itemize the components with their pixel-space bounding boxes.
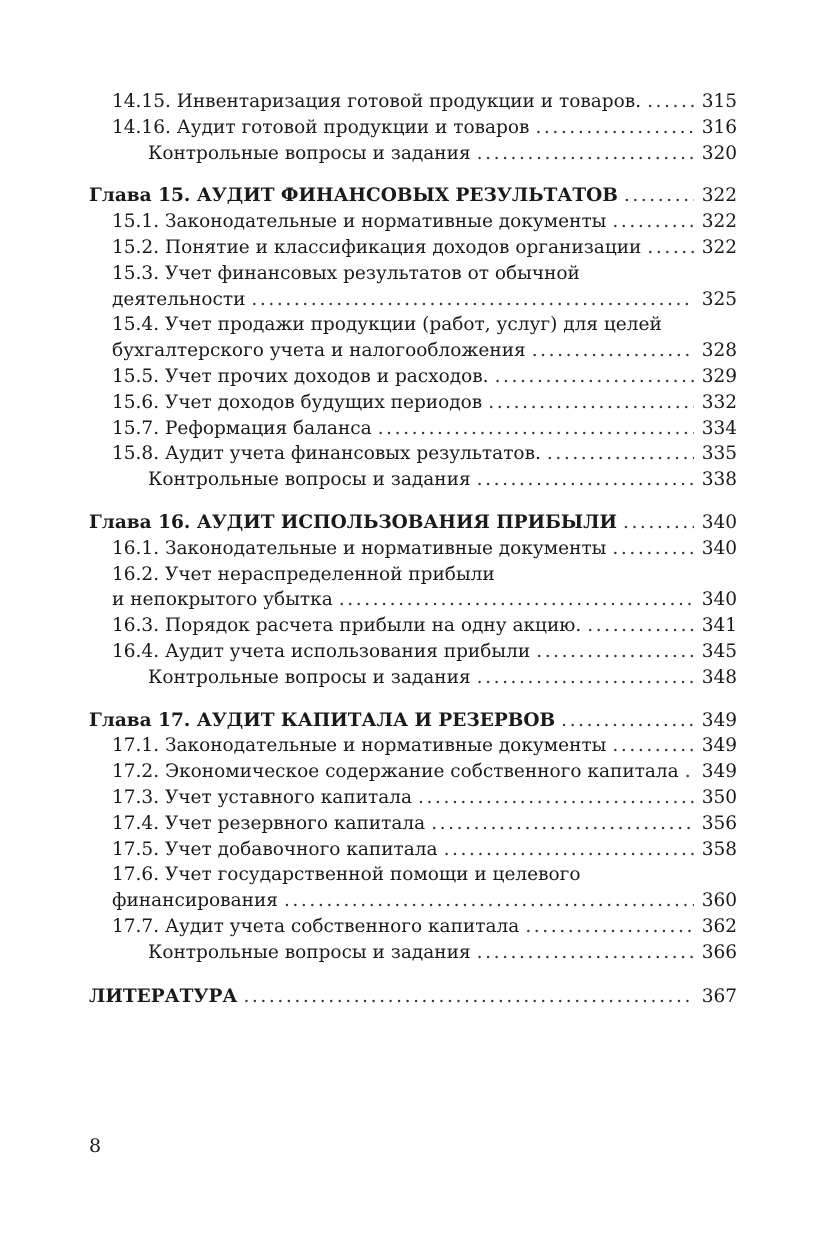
- toc-chapter-16[interactable]: [89, 510, 737, 536]
- chapter-page: 349: [701, 709, 737, 731]
- leader-dots: [477, 467, 694, 493]
- toc-entry-15-7[interactable]: [89, 416, 737, 442]
- toc-entry-page: 329: [701, 365, 737, 387]
- leader-dots: [477, 141, 694, 167]
- toc-entry-16-2[interactable]: [89, 562, 737, 588]
- toc-entry-title-cont: финансирования: [112, 890, 278, 912]
- toc-entry-title: 17.3. Учет уставного капитала: [112, 786, 413, 808]
- leader-dots: [647, 235, 693, 261]
- toc-entry-title: 17.5. Учет добавочного капитала: [112, 838, 438, 860]
- toc-entry-page: 322: [701, 211, 737, 233]
- toc-entry-title: 14.16. Аудит готовой продукции и товаров: [112, 116, 530, 138]
- toc-entry-16-4[interactable]: [89, 639, 737, 665]
- toc-entry-17-3[interactable]: [89, 785, 737, 811]
- toc-entry-page: 349: [701, 735, 737, 757]
- toc-chapter-15[interactable]: [89, 183, 737, 209]
- toc-entry-page: 345: [701, 640, 737, 662]
- toc-entry-page: 356: [701, 812, 737, 834]
- toc-entry-title: 16.3. Порядок расчета прибыли на одну акцию.: [112, 615, 582, 637]
- leader-dots: [612, 536, 693, 562]
- toc-entry-page: 315: [701, 91, 737, 112]
- toc-entry-17-6-cont[interactable]: [89, 888, 737, 914]
- chapter-heading: Глава 16. АУДИТ ИСПОЛЬЗОВАНИЯ ПРИБЫЛИ: [89, 511, 617, 533]
- leader-dots: [587, 613, 693, 639]
- toc-entry-title: 15.5. Учет прочих доходов и расходов.: [112, 365, 489, 387]
- leader-dots: [536, 639, 693, 665]
- toc-entry-page: 316: [701, 116, 737, 138]
- leader-dots: [624, 183, 694, 209]
- toc-entry-17-2[interactable]: [89, 759, 737, 785]
- toc-entry-page: 334: [701, 417, 737, 439]
- chapter-page: 340: [701, 511, 737, 533]
- toc-entry-title: Контрольные вопросы и задания: [148, 469, 471, 491]
- toc-entry-page: 340: [701, 537, 737, 559]
- toc-entry-15-4-cont[interactable]: [89, 338, 737, 364]
- toc-entry-title: 15.3. Учет финансовых результатов от обычной: [112, 262, 580, 284]
- leader-dots: [444, 837, 694, 863]
- toc-entry-title: 16.1. Законодательные и нормативные документы: [112, 537, 607, 559]
- page-number: 8: [89, 1135, 102, 1157]
- toc-entry-title: 17.4. Учет резервного капитала: [112, 812, 426, 834]
- toc-entry-title: 15.4. Учет продажи продукции (работ, услуг) для целей: [112, 314, 662, 336]
- leader-dots: [477, 940, 694, 966]
- leader-dots: [418, 785, 694, 811]
- leader-dots: [547, 441, 694, 467]
- leader-dots: [243, 984, 693, 1010]
- toc-entry-title-cont: и непокрытого убытка: [112, 589, 333, 611]
- toc-entry-15-questions[interactable]: [89, 467, 737, 493]
- toc-entry-15-2[interactable]: [89, 235, 737, 261]
- toc-entry-page: 349: [701, 761, 737, 783]
- toc-literature[interactable]: [89, 984, 737, 1010]
- leader-dots: [525, 914, 693, 940]
- toc-entry-title: 17.6. Учет государственной помощи и целевого: [112, 864, 581, 886]
- leader-dots: [623, 510, 694, 536]
- leader-dots: [488, 390, 693, 416]
- toc-entry-14-questions[interactable]: [89, 141, 737, 167]
- toc-entry-page: 338: [701, 469, 737, 491]
- toc-entry-14-16[interactable]: [89, 115, 737, 141]
- leader-dots: [431, 811, 694, 837]
- toc-entry-page: 360: [701, 890, 737, 912]
- toc-entry-17-1[interactable]: [89, 733, 737, 759]
- toc-entry-title: 15.7. Реформация баланса: [112, 417, 372, 439]
- toc-entry-16-3[interactable]: [89, 613, 737, 639]
- toc-entry-15-1[interactable]: [89, 209, 737, 235]
- leader-dots: [532, 338, 694, 364]
- toc-chapter-17[interactable]: [89, 708, 737, 734]
- toc-entry-title: 17.1. Законодательные и нормативные документы: [112, 735, 607, 757]
- toc-entry-page: 366: [701, 941, 737, 963]
- toc-entry-16-1[interactable]: [89, 536, 737, 562]
- toc-entry-page: 348: [701, 666, 737, 688]
- table-of-contents: [89, 89, 737, 1009]
- toc-entry-17-7[interactable]: [89, 914, 737, 940]
- leader-dots: [495, 364, 694, 390]
- toc-entry-title: 15.8. Аудит учета финансовых результатов.: [112, 443, 541, 465]
- toc-entry-16-questions[interactable]: [89, 665, 737, 691]
- leader-dots: [251, 287, 693, 313]
- toc-entry-page: 328: [701, 340, 737, 362]
- toc-entry-15-5[interactable]: [89, 364, 737, 390]
- literature-page: 367: [701, 985, 737, 1007]
- toc-entry-page: 340: [701, 589, 737, 611]
- toc-entry-page: 325: [701, 288, 737, 310]
- literature-heading: ЛИТЕРАТУРА: [89, 985, 238, 1007]
- toc-entry-title: 16.4. Аудит учета использования прибыли: [112, 640, 531, 662]
- leader-dots: [612, 733, 693, 759]
- leader-dots: [378, 416, 694, 442]
- toc-entry-page: 341: [701, 615, 737, 637]
- toc-entry-title: Контрольные вопросы и задания: [148, 142, 471, 164]
- leader-dots: [612, 209, 693, 235]
- leader-dots: [339, 587, 694, 613]
- toc-entry-15-3-cont[interactable]: [89, 287, 737, 313]
- leader-dots: [685, 759, 694, 785]
- toc-entry-16-2-cont[interactable]: [89, 587, 737, 613]
- chapter-page: 322: [701, 185, 737, 207]
- toc-entry-title: 16.2. Учет нераспределенной прибыли: [112, 563, 495, 585]
- leader-dots: [284, 888, 694, 914]
- toc-entry-page: 335: [701, 443, 737, 465]
- leader-dots: [477, 665, 694, 691]
- toc-entry-title: 17.2. Экономическое содержание собственного капитала: [112, 761, 679, 783]
- toc-entry-page: 362: [701, 915, 737, 937]
- toc-entry-17-4[interactable]: [89, 811, 737, 837]
- toc-entry-page: 350: [701, 786, 737, 808]
- toc-entry-17-questions[interactable]: [89, 940, 737, 966]
- leader-dots: [535, 115, 693, 141]
- toc-entry-page: 320: [701, 142, 737, 164]
- toc-entry-title: Контрольные вопросы и задания: [148, 941, 471, 963]
- leader-dots: [561, 708, 694, 734]
- chapter-heading: Глава 15. АУДИТ ФИНАНСОВЫХ РЕЗУЛЬТАТОВ: [89, 185, 618, 207]
- toc-entry-page: 358: [701, 838, 737, 860]
- toc-entry-15-3[interactable]: [89, 261, 737, 287]
- toc-entry-14-15[interactable]: [89, 89, 737, 115]
- toc-entry-17-5[interactable]: [89, 837, 737, 863]
- leader-dots: [647, 89, 694, 115]
- toc-entry-15-8[interactable]: [89, 441, 737, 467]
- toc-entry-15-4[interactable]: [89, 312, 737, 338]
- toc-entry-title-cont: деятельности: [112, 288, 246, 310]
- toc-entry-title: Контрольные вопросы и задания: [148, 666, 471, 688]
- toc-entry-title: 15.6. Учет доходов будущих периодов: [112, 391, 483, 413]
- toc-entry-17-6[interactable]: [89, 862, 737, 888]
- toc-entry-title: 14.15. Инвентаризация готовой продукции и товаров.: [112, 91, 642, 112]
- toc-entry-page: 332: [701, 391, 737, 413]
- toc-entry-title-cont: бухгалтерского учета и налогообложения: [112, 340, 526, 362]
- toc-entry-page: 322: [701, 236, 737, 258]
- toc-entry-title: 15.2. Понятие и классификация доходов организации: [112, 236, 642, 258]
- toc-entry-title: 15.1. Законодательные и нормативные документы: [112, 211, 607, 233]
- toc-entry-15-6[interactable]: [89, 390, 737, 416]
- chapter-heading: Глава 17. АУДИТ КАПИТАЛА И РЕЗЕРВОВ: [89, 709, 556, 731]
- toc-entry-title: 17.7. Аудит учета собственного капитала: [112, 915, 520, 937]
